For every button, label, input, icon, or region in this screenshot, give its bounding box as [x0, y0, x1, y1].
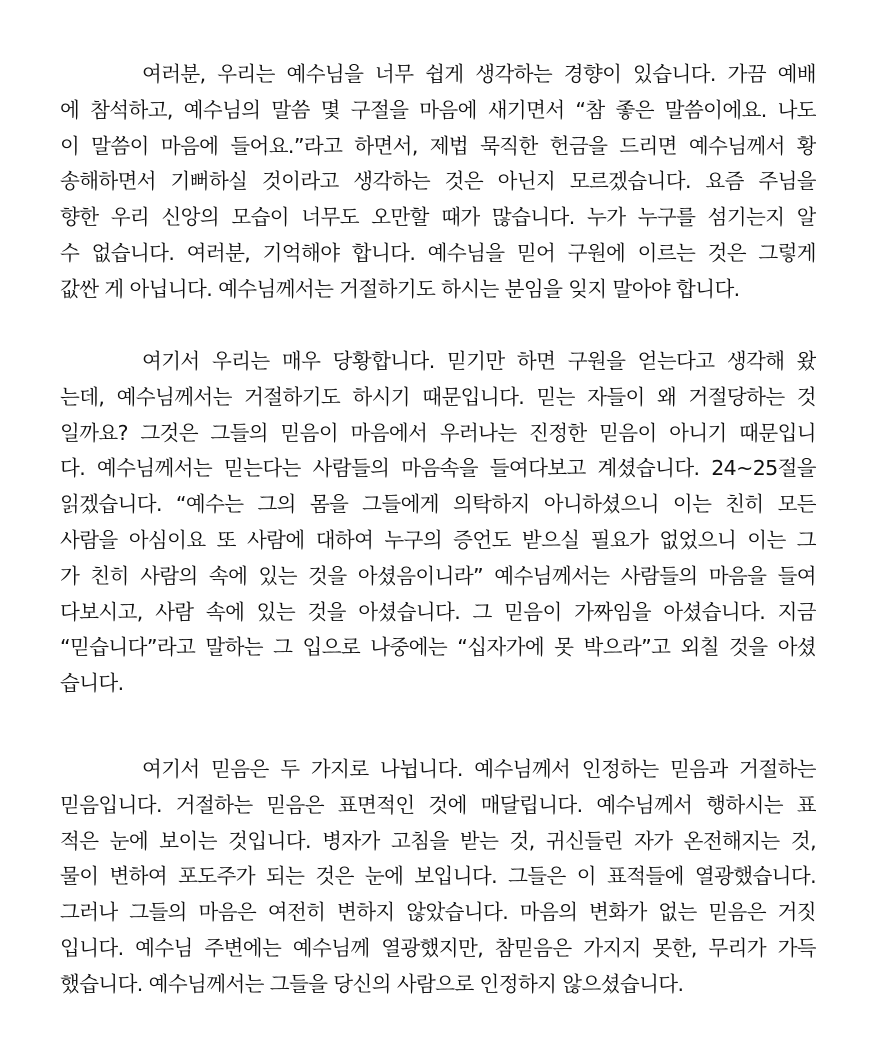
text-line: 향한 우리 신앙의 모습이 너무도 오만할 때가 많습니다. 누가 누구를 섬기는지 알	[60, 205, 816, 230]
text-line: 습니다.	[60, 671, 124, 696]
paragraph-3	[60, 752, 816, 1003]
text-line: 값싼 게 아닙니다. 예수님께서는 거절하기도 하시는 분임을 잊지 말아야 합니다.	[60, 276, 740, 301]
text-line: 일까요? 그것은 그들의 믿음이 마음에서 우러나는 진정한 믿음이 아니기 때문입니	[60, 420, 816, 445]
text-line: 했습니다. 예수님께서는 그들을 당신의 사람으로 인정하지 않으셨습니다.	[60, 971, 684, 996]
text-line: 여기서 우리는 매우 당황합니다. 믿기만 하면 구원을 얻는다고 생각해 왔	[142, 349, 816, 373]
text-line: 다. 예수님께서는 믿는다는 사람들의 마음속을 들여다보고 계셨습니다. 24~25절을	[60, 456, 816, 481]
text-line: 사람을 아심이요 또 사람에 대하여 누구의 증언도 받으실 필요가 없었으니 이는 그	[60, 527, 816, 552]
paragraph-1	[60, 57, 816, 308]
text-line: 여러분, 우리는 예수님을 너무 쉽게 생각하는 경향이 있습니다. 가끔 예배	[142, 62, 816, 86]
text-line: 다보시고, 사람 속에 있는 것을 아셨습니다. 그 믿음이 가짜임을 아셨습니다. 지금	[60, 599, 816, 624]
text-line: 물이 변하여 포도주가 되는 것은 눈에 보입니다. 그들은 이 표적들에 열광했습니다.	[60, 864, 816, 889]
paragraph-2	[60, 344, 816, 702]
text-line: 는데, 예수님께서는 거절하기도 하시기 때문입니다. 믿는 자들이 왜 거절당하는 것	[60, 384, 816, 409]
text-line: 에 참석하고, 예수님의 말씀 몇 구절을 마음에 새기면서 “참 좋은 말씀이에요. 나도	[60, 97, 816, 122]
text-line: 이 말씀이 마음에 들어요.”라고 하면서, 제법 묵직한 헌금을 드리면 예수님께서 황	[60, 133, 816, 158]
text-line: 수 없습니다. 여러분, 기억해야 합니다. 예수님을 믿어 구원에 이르는 것은 그렇게	[60, 240, 816, 265]
text-line: 입니다. 예수님 주변에는 예수님께 열광했지만, 참믿음은 가지지 못한, 무리가 가득	[60, 935, 816, 960]
text-line: 읽겠습니다. “예수는 그의 몸을 그들에게 의탁하지 아니하셨으니 이는 친히 모든	[60, 492, 816, 517]
text-line: “믿습니다”라고 말하는 그 입으로 나중에는 “십자가에 못 박으라”고 외칠 것을 아셨	[60, 635, 816, 660]
text-line: 송해하면서 기뻐하실 것이라고 생각하는 것은 아닌지 모르겠습니다. 요즘 주님을	[60, 169, 816, 194]
text-line: 믿음입니다. 거절하는 믿음은 표면적인 것에 매달립니다. 예수님께서 행하시는 표	[60, 792, 816, 817]
text-line: 가 친히 사람의 속에 있는 것을 아셨음이니라” 예수님께서는 사람들의 마음을 들여	[60, 563, 816, 588]
text-line: 여기서 믿음은 두 가지로 나뉩니다. 예수님께서 인정하는 믿음과 거절하는	[142, 757, 816, 781]
text-line: 적은 눈에 보이는 것입니다. 병자가 고침을 받는 것, 귀신들린 자가 온전해지는 것,	[60, 828, 816, 853]
text-line: 그러나 그들의 마음은 여전히 변하지 않았습니다. 마음의 변화가 없는 믿음은 거짓	[60, 900, 816, 925]
